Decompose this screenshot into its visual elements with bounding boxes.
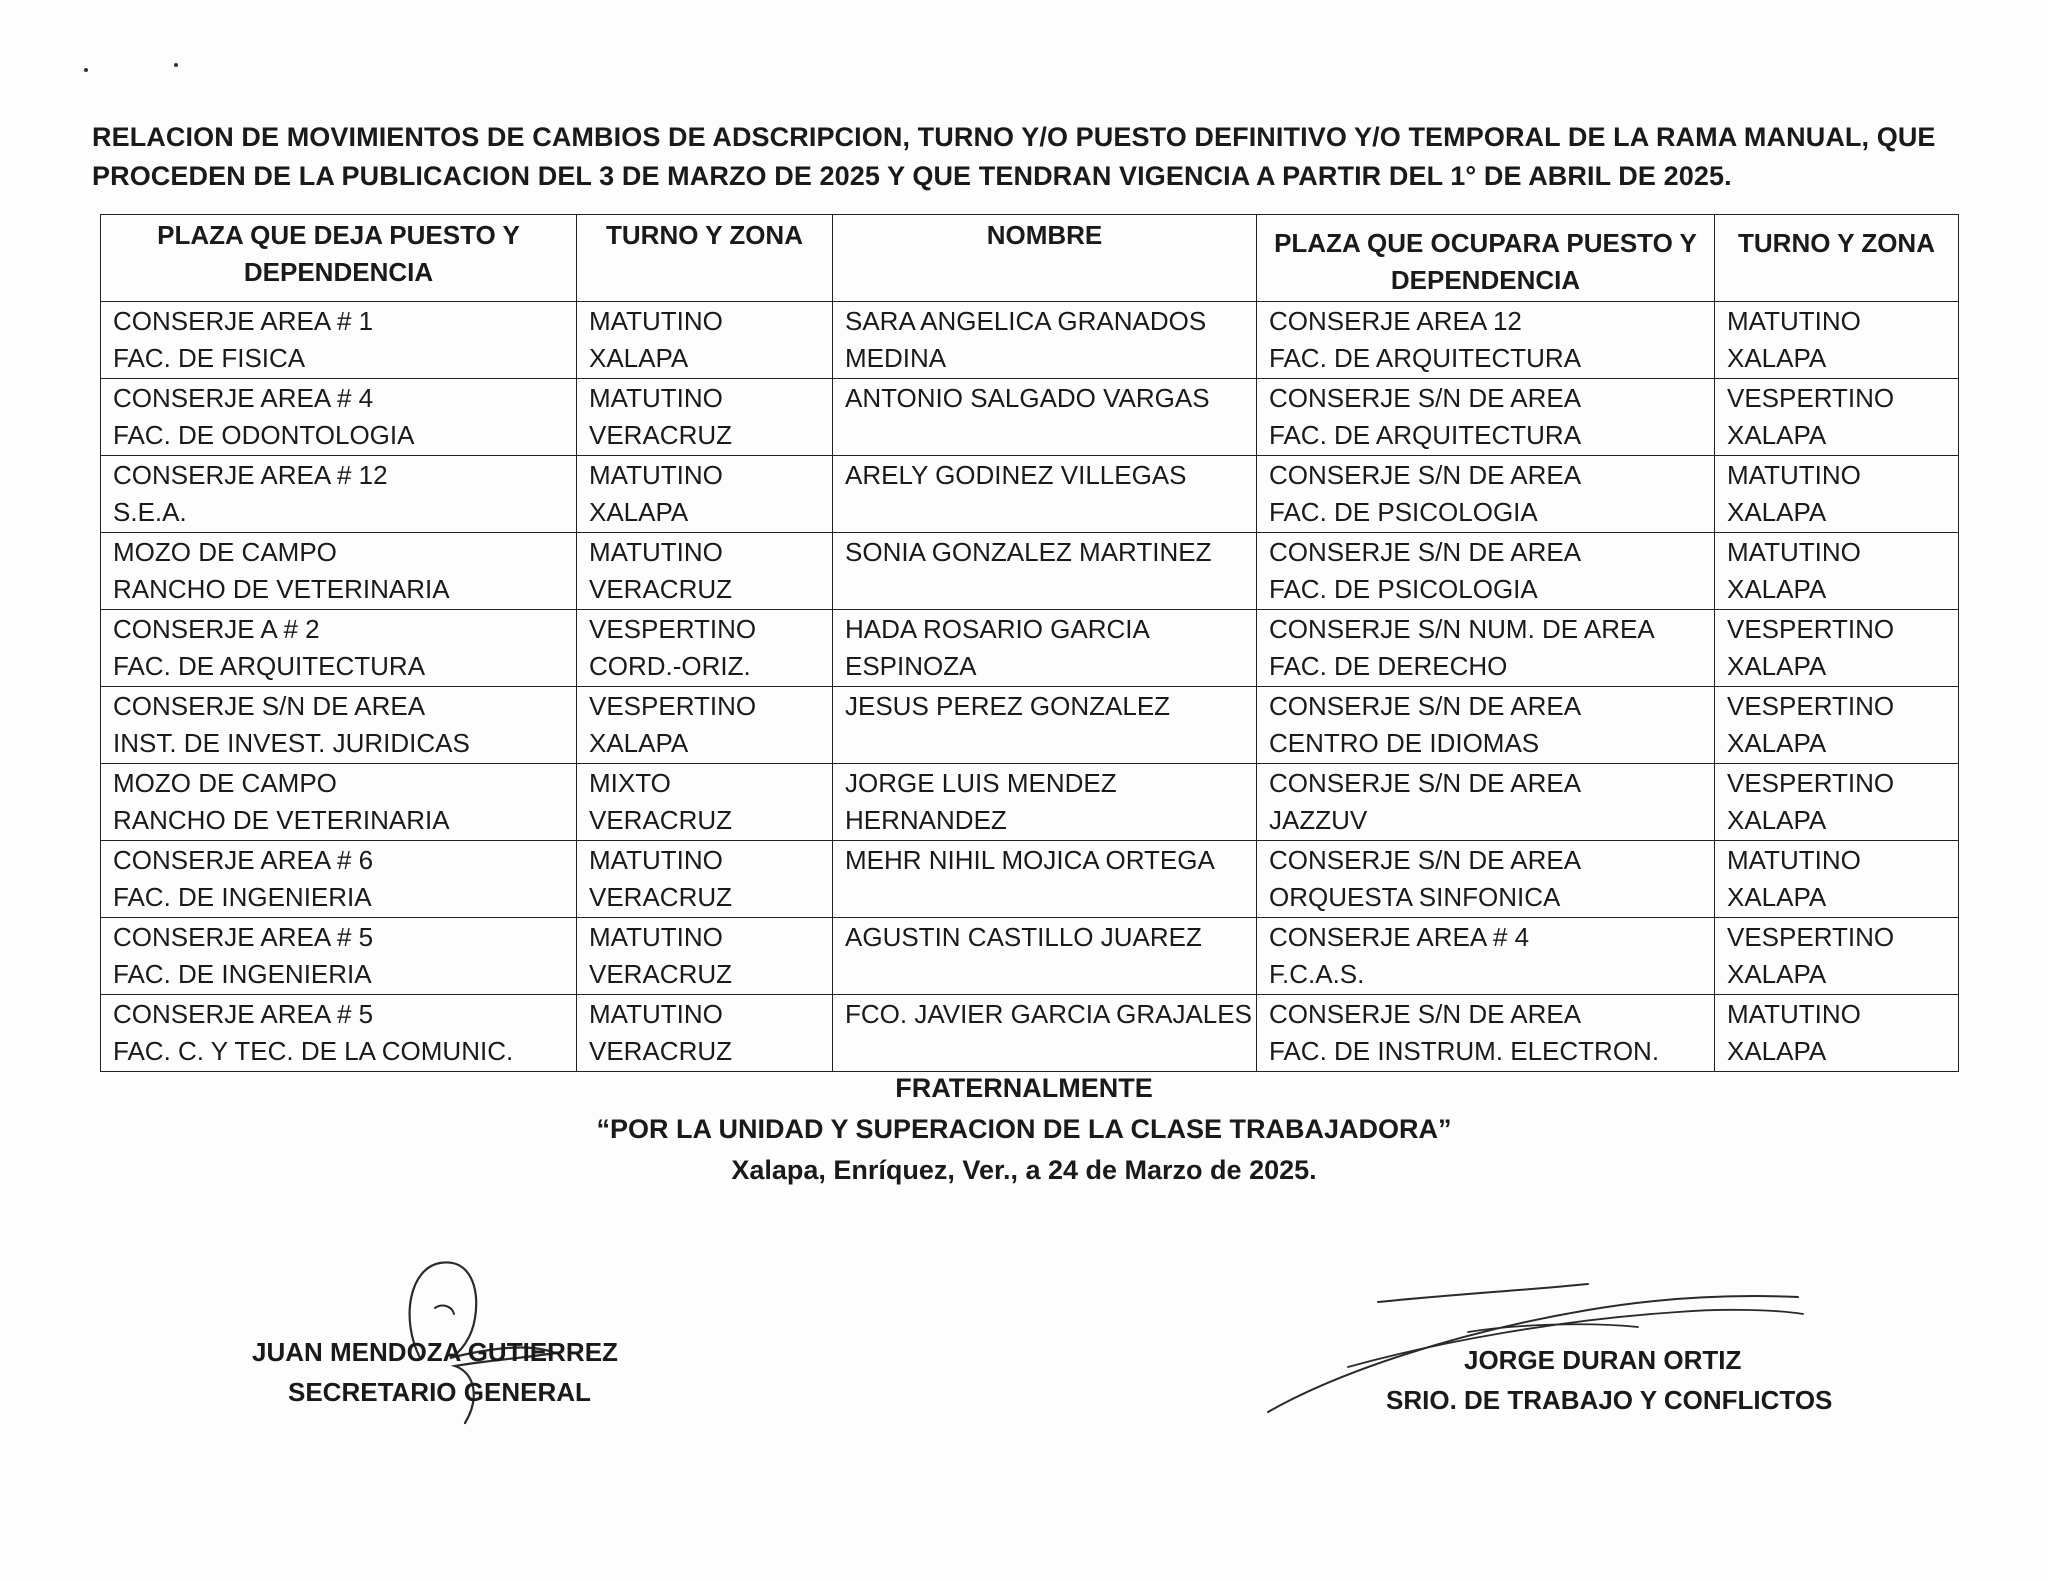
column-header-turn-zone-to: TURNO Y ZONA (1715, 215, 1959, 302)
cell-takes (1257, 995, 1715, 1072)
cell-line: MATUTINO (589, 999, 723, 1029)
cell-line: S.E.A. (113, 497, 187, 527)
scan-speck (174, 63, 178, 67)
cell-line: MATUTINO (1727, 537, 1861, 567)
table-row (101, 302, 1959, 379)
cell-line: XALAPA (1727, 882, 1827, 912)
cell-line: JAZZUV (1269, 805, 1368, 835)
cell-line: VESPERTINO (1727, 922, 1895, 952)
cell-line: CONSERJE A # 2 (113, 614, 320, 644)
cell-line: XALAPA (1727, 574, 1827, 604)
cell-leaves (101, 764, 577, 841)
table-row (101, 687, 1959, 764)
table-row (101, 456, 1959, 533)
cell-leaves (101, 302, 577, 379)
cell-line: CONSERJE S/N DE AREA (113, 691, 426, 721)
cell-turn-zone-from (577, 610, 833, 687)
cell-name (833, 995, 1257, 1072)
cell-line: MIXTO (589, 768, 671, 798)
cell-turn-zone-to (1715, 764, 1959, 841)
cell-line: CONSERJE AREA # 1 (113, 306, 374, 336)
cell-line: MATUTINO (1727, 845, 1861, 875)
cell-line: FAC. DE PSICOLOGIA (1269, 574, 1538, 604)
cell-line: CONSERJE AREA # 5 (113, 922, 374, 952)
cell-line: XALAPA (1727, 343, 1827, 373)
cell-line: FAC. DE ARQUITECTURA (1269, 420, 1582, 450)
cell-turn-zone-to (1715, 841, 1959, 918)
cell-leaves (101, 841, 577, 918)
cell-line: XALAPA (1727, 420, 1827, 450)
cell-line: AGUSTIN CASTILLO JUAREZ (845, 922, 1202, 952)
cell-leaves (101, 995, 577, 1072)
cell-line: MOZO DE CAMPO (113, 768, 337, 798)
cell-leaves (101, 918, 577, 995)
cell-line: CONSERJE AREA # 6 (113, 845, 374, 875)
signatory-right-role: SRIO. DE TRABAJO Y CONFLICTOS (1386, 1385, 1833, 1415)
cell-leaves (101, 379, 577, 456)
cell-line: CONSERJE S/N DE AREA (1269, 691, 1582, 721)
document-title (92, 118, 1972, 196)
cell-takes (1257, 302, 1715, 379)
column-header-takes: PLAZA QUE OCUPARA PUESTO Y DEPENDENCIA (1257, 215, 1715, 302)
cell-line: CONSERJE AREA # 4 (1269, 922, 1530, 952)
cell-line: MATUTINO (589, 306, 723, 336)
cell-line: MATUTINO (1727, 306, 1861, 336)
column-header-name: NOMBRE (833, 215, 1257, 302)
cell-name (833, 687, 1257, 764)
cell-line: FAC. DE INGENIERIA (113, 959, 372, 989)
cell-name (833, 533, 1257, 610)
cell-line: CONSERJE S/N DE AREA (1269, 768, 1582, 798)
cell-line: CONSERJE S/N NUM. DE AREA (1269, 614, 1655, 644)
cell-turn-zone-from (577, 379, 833, 456)
cell-name (833, 456, 1257, 533)
table-row (101, 610, 1959, 687)
cell-line: VESPERTINO (1727, 383, 1895, 413)
cell-name (833, 918, 1257, 995)
cell-line: JESUS PEREZ GONZALEZ (845, 691, 1171, 721)
cell-turn-zone-to (1715, 610, 1959, 687)
cell-line: VESPERTINO (1727, 691, 1895, 721)
cell-line: VESPERTINO (589, 691, 757, 721)
cell-line: MATUTINO (589, 460, 723, 490)
cell-takes (1257, 764, 1715, 841)
cell-takes (1257, 456, 1715, 533)
signatory-right-name: JORGE DURAN ORTIZ (1464, 1345, 1742, 1375)
cell-line: MATUTINO (1727, 999, 1861, 1029)
table-header-row (101, 215, 1959, 302)
table-row (101, 379, 1959, 456)
cell-line: HADA ROSARIO GARCIA (845, 614, 1150, 644)
cell-line: CENTRO DE IDIOMAS (1269, 728, 1540, 758)
cell-line: F.C.A.S. (1269, 959, 1365, 989)
cell-line: FAC. DE PSICOLOGIA (1269, 497, 1538, 527)
cell-line: ANTONIO SALGADO VARGAS (845, 383, 1210, 413)
signatory-left-name: JUAN MENDOZA GUTIERREZ (252, 1337, 618, 1367)
cell-line: FAC. C. Y TEC. DE LA COMUNIC. (113, 1036, 514, 1066)
cell-turn-zone-to (1715, 456, 1959, 533)
cell-line: VERACRUZ (589, 882, 733, 912)
cell-line: VERACRUZ (589, 805, 733, 835)
cell-line: XALAPA (1727, 728, 1827, 758)
cell-turn-zone-to (1715, 995, 1959, 1072)
cell-line: CONSERJE S/N DE AREA (1269, 383, 1582, 413)
cell-turn-zone-from (577, 456, 833, 533)
movements-table-wrapper (100, 214, 1958, 1072)
cell-line: FAC. DE INSTRUM. ELECTRON. (1269, 1036, 1660, 1066)
signatory-right (1386, 1340, 1833, 1420)
cell-line: FAC. DE ARQUITECTURA (113, 651, 426, 681)
cell-line: XALAPA (589, 728, 689, 758)
cell-line: VERACRUZ (589, 1036, 733, 1066)
cell-turn-zone-to (1715, 533, 1959, 610)
cell-line: FCO. JAVIER GARCIA GRAJALES (845, 999, 1252, 1029)
cell-line: VERACRUZ (589, 420, 733, 450)
table-body (101, 302, 1959, 1072)
cell-leaves (101, 687, 577, 764)
cell-turn-zone-from (577, 687, 833, 764)
cell-line: CONSERJE AREA # 4 (113, 383, 374, 413)
cell-line: XALAPA (589, 497, 689, 527)
cell-name (833, 379, 1257, 456)
cell-turn-zone-to (1715, 379, 1959, 456)
cell-line: MOZO DE CAMPO (113, 537, 337, 567)
cell-line: CONSERJE S/N DE AREA (1269, 845, 1582, 875)
cell-line: MEHR NIHIL MOJICA ORTEGA (845, 845, 1215, 875)
cell-line: JORGE LUIS MENDEZ (845, 768, 1117, 798)
column-header-leaves: PLAZA QUE DEJA PUESTO Y DEPENDENCIA (101, 215, 577, 302)
cell-line: VERACRUZ (589, 574, 733, 604)
cell-line: FAC. DE INGENIERIA (113, 882, 372, 912)
cell-line: CONSERJE AREA 12 (1269, 306, 1522, 336)
cell-line: XALAPA (1727, 651, 1827, 681)
cell-line: MATUTINO (589, 922, 723, 952)
table-row (101, 995, 1959, 1072)
closing-greeting: FRATERNALMENTE (895, 1073, 1153, 1103)
cell-line: XALAPA (1727, 1036, 1827, 1066)
cell-line: CONSERJE AREA # 5 (113, 999, 374, 1029)
cell-line: CONSERJE AREA # 12 (113, 460, 388, 490)
cell-line: MATUTINO (589, 537, 723, 567)
table-row (101, 533, 1959, 610)
cell-turn-zone-from (577, 995, 833, 1072)
cell-line: RANCHO DE VETERINARIA (113, 805, 450, 835)
cell-line: FAC. DE DERECHO (1269, 651, 1508, 681)
cell-turn-zone-from (577, 302, 833, 379)
cell-takes (1257, 841, 1715, 918)
cell-turn-zone-to (1715, 302, 1959, 379)
cell-line: FAC. DE ODONTOLOGIA (113, 420, 415, 450)
cell-turn-zone-from (577, 918, 833, 995)
cell-takes (1257, 687, 1715, 764)
cell-line: XALAPA (1727, 497, 1827, 527)
cell-leaves (101, 456, 577, 533)
cell-turn-zone-from (577, 841, 833, 918)
cell-name (833, 841, 1257, 918)
cell-name (833, 764, 1257, 841)
cell-line: RANCHO DE VETERINARIA (113, 574, 450, 604)
cell-line: SARA ANGELICA GRANADOS (845, 306, 1207, 336)
cell-takes (1257, 379, 1715, 456)
cell-line: ESPINOZA (845, 651, 977, 681)
cell-line: VESPERTINO (1727, 768, 1895, 798)
table-row (101, 764, 1959, 841)
cell-line: HERNANDEZ (845, 805, 1007, 835)
cell-line: ARELY GODINEZ VILLEGAS (845, 460, 1187, 490)
scan-speck (84, 68, 88, 72)
cell-name (833, 302, 1257, 379)
closing-motto: “POR LA UNIDAD Y SUPERACION DE LA CLASE TRABAJADORA” (596, 1114, 1452, 1144)
cell-takes (1257, 533, 1715, 610)
cell-takes (1257, 610, 1715, 687)
title-line-2: PROCEDEN DE LA PUBLICACION DEL 3 DE MARZO DE 2025 Y QUE TENDRAN VIGENCIA A PARTIR DEL 1° DE ABRIL DE 2025. (92, 161, 1732, 191)
cell-line: CONSERJE S/N DE AREA (1269, 999, 1582, 1029)
cell-line: XALAPA (1727, 805, 1827, 835)
cell-line: CORD.-ORIZ. (589, 651, 751, 681)
cell-name (833, 610, 1257, 687)
cell-takes (1257, 918, 1715, 995)
table-row (101, 918, 1959, 995)
closing-place-date: Xalapa, Enríquez, Ver., a 24 de Marzo de 2025. (731, 1155, 1317, 1185)
cell-line: XALAPA (589, 343, 689, 373)
cell-line: MEDINA (845, 343, 947, 373)
cell-leaves (101, 610, 577, 687)
cell-line: INST. DE INVEST. JURIDICAS (113, 728, 470, 758)
cell-line: SONIA GONZALEZ MARTINEZ (845, 537, 1212, 567)
movements-table (100, 214, 1959, 1072)
cell-line: FAC. DE FISICA (113, 343, 306, 373)
cell-line: MATUTINO (1727, 460, 1861, 490)
column-header-turn-zone-from: TURNO Y ZONA (577, 215, 833, 302)
signatory-left (252, 1332, 632, 1412)
cell-line: FAC. DE ARQUITECTURA (1269, 343, 1582, 373)
cell-line: VESPERTINO (589, 614, 757, 644)
cell-leaves (101, 533, 577, 610)
cell-turn-zone-to (1715, 687, 1959, 764)
cell-line: ORQUESTA SINFONICA (1269, 882, 1561, 912)
title-line-1: RELACION DE MOVIMIENTOS DE CAMBIOS DE ADSCRIPCION, TURNO Y/O PUESTO DEFINITIVO Y/O TEMPORAL DE LA RAMA MANUAL, QUE (92, 122, 1936, 152)
cell-line: XALAPA (1727, 959, 1827, 989)
cell-line: CONSERJE S/N DE AREA (1269, 537, 1582, 567)
cell-line: MATUTINO (589, 383, 723, 413)
cell-turn-zone-from (577, 764, 833, 841)
cell-line: VESPERTINO (1727, 614, 1895, 644)
cell-line: MATUTINO (589, 845, 723, 875)
cell-line: CONSERJE S/N DE AREA (1269, 460, 1582, 490)
cell-turn-zone-to (1715, 918, 1959, 995)
table-row (101, 841, 1959, 918)
cell-turn-zone-from (577, 533, 833, 610)
signatory-left-role: SECRETARIO GENERAL (288, 1377, 591, 1407)
cell-line: VERACRUZ (589, 959, 733, 989)
